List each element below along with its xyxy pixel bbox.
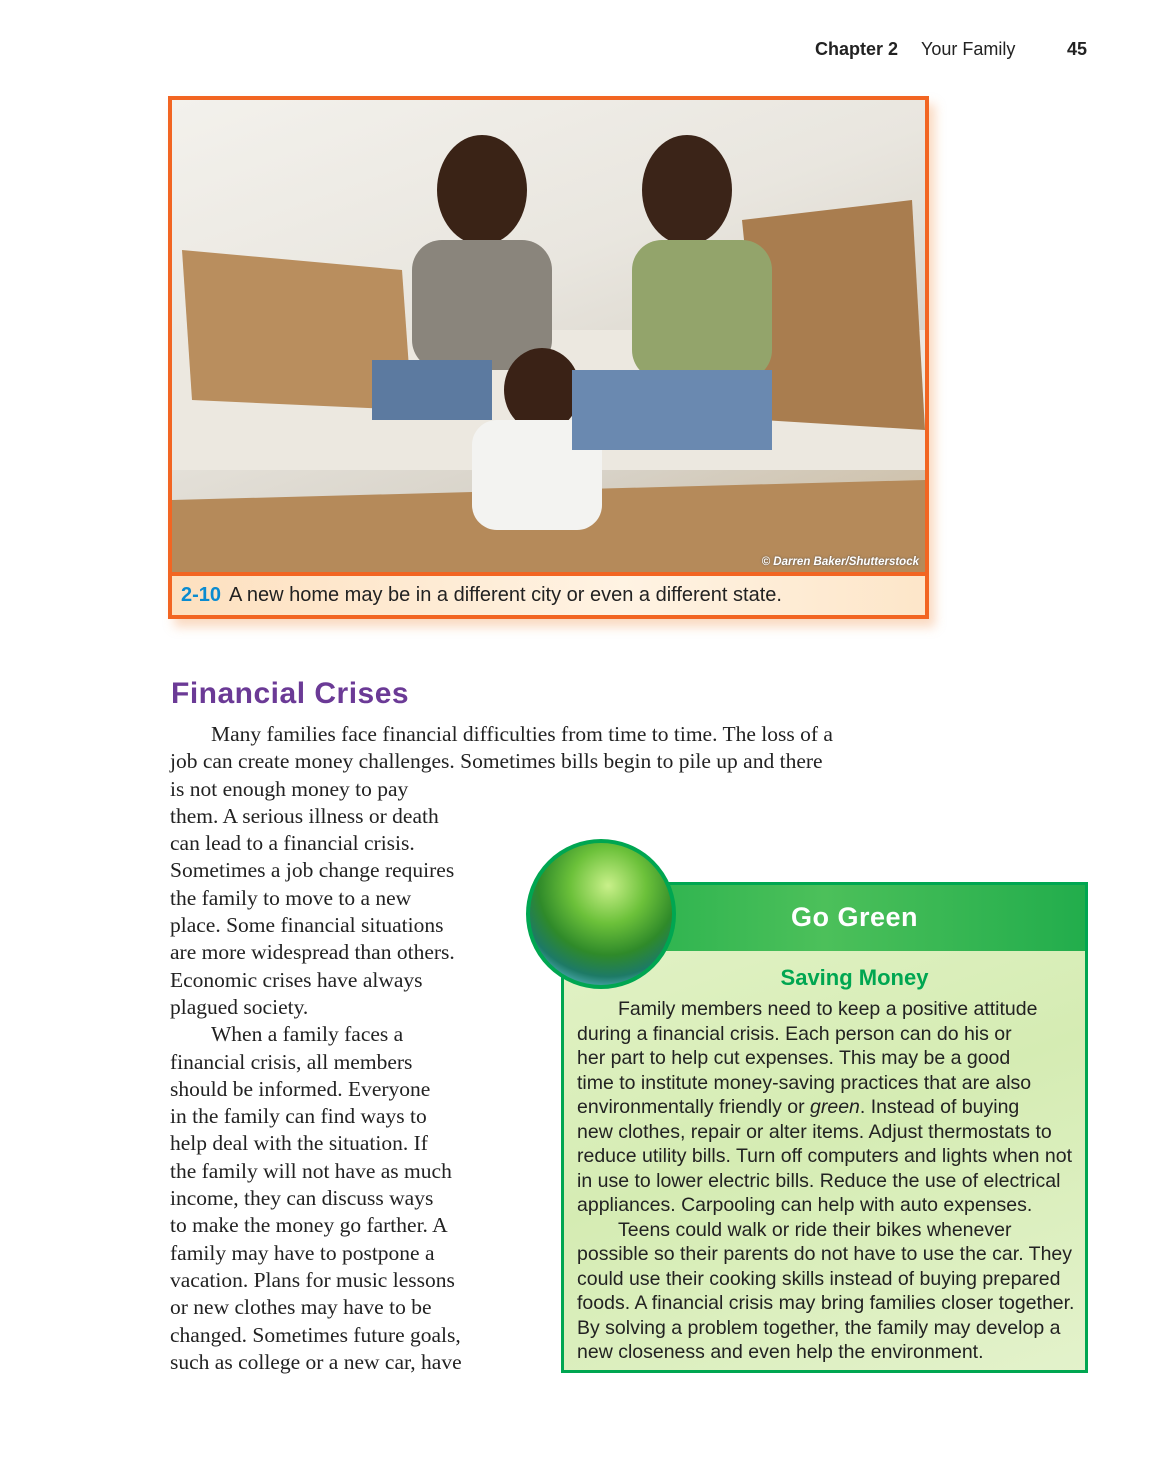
text-line: in the family can find ways to bbox=[170, 1104, 427, 1129]
text-line: could use their cooking skills instead of buying prepared bbox=[577, 1267, 1061, 1290]
caption-text: A new home may be in a different city or even a different state. bbox=[229, 584, 782, 606]
page-number: 45 bbox=[1067, 39, 1088, 59]
text-line: the family to move to a new bbox=[170, 885, 412, 910]
go-green-text bbox=[577, 997, 1074, 1365]
text-line: such as college or a new car, have bbox=[170, 1349, 462, 1374]
figure-2-10 bbox=[168, 96, 929, 619]
text-line: Sometimes a job change requires bbox=[170, 858, 455, 883]
text-line: help deal with the situation. If bbox=[170, 1131, 428, 1156]
go-green-subtitle: Saving Money bbox=[780, 965, 929, 990]
text-line: plagued society. bbox=[170, 994, 309, 1019]
text-line: financial crisis, all members bbox=[170, 1049, 413, 1074]
text-line: the family will not have as much bbox=[170, 1158, 452, 1183]
text-line: Teens could walk or ride their bikes whenever bbox=[618, 1218, 1012, 1241]
section-heading: Financial Crises bbox=[171, 677, 410, 710]
text-line: in use to lower electric bills. Reduce the use of electrical bbox=[577, 1169, 1061, 1192]
figure-number: 2-10 bbox=[181, 584, 222, 606]
text-line: time to institute money-saving practices that are also bbox=[577, 1071, 1032, 1094]
text-line: or new clothes may have to be bbox=[170, 1295, 432, 1320]
text-line: reduce utility bills. Turn off computers and lights when not bbox=[577, 1145, 1072, 1167]
photo-credit: © Darren Baker/Shutterstock bbox=[761, 556, 919, 568]
text-line: her part to help cut expenses. This may be a good bbox=[577, 1047, 1011, 1069]
text-line: them. A serious illness or death bbox=[170, 803, 439, 828]
text-segment: environmentally friendly or bbox=[577, 1096, 811, 1118]
text-line: new clothes, repair or alter items. Adjust thermostats to bbox=[577, 1120, 1052, 1143]
text-line: appliances. Carpooling can help with auto expenses. bbox=[577, 1194, 1033, 1216]
go-green-title: Go Green bbox=[790, 902, 919, 932]
text-line: to make the money go farther. A bbox=[170, 1213, 448, 1238]
chapter-label: Chapter 2 bbox=[815, 39, 899, 59]
text-line: can lead to a financial crisis. bbox=[170, 831, 415, 856]
text-line: during a financial crisis. Each person can do his or bbox=[577, 1022, 1012, 1045]
text-line: family may have to postpone a bbox=[170, 1240, 435, 1265]
text-line: possible so their parents do not have to use the car. They bbox=[577, 1243, 1073, 1265]
text-line: Many families face financial difficulties from time to time. The loss of a bbox=[211, 722, 833, 746]
text-line: is not enough money to pay bbox=[170, 776, 409, 801]
text-line: place. Some financial situations bbox=[170, 913, 444, 938]
chapter-title: Your Family bbox=[921, 39, 1016, 59]
text-line bbox=[577, 1095, 1074, 1120]
text-line: should be informed. Everyone bbox=[170, 1076, 431, 1101]
emphasis: green bbox=[810, 1096, 860, 1118]
text-line: By solving a problem together, the family may develop a bbox=[577, 1316, 1061, 1339]
figure-caption bbox=[172, 576, 925, 615]
water-droplet-leaf-image bbox=[526, 839, 676, 989]
text-line: changed. Sometimes future goals, bbox=[170, 1322, 461, 1347]
text-line: are more widespread than others. bbox=[170, 940, 455, 965]
text-line: job can create money challenges. Sometimes bills begin to pile up and there bbox=[170, 749, 823, 774]
family-unpacking-photo bbox=[172, 100, 925, 572]
text-line: Family members need to keep a positive attitude bbox=[618, 998, 1038, 1020]
text-line: vacation. Plans for music lessons bbox=[170, 1267, 455, 1292]
text-segment: . Instead of buying bbox=[859, 1096, 1020, 1118]
text-line: When a family faces a bbox=[211, 1022, 404, 1047]
text-line: Economic crises have always bbox=[170, 967, 423, 992]
text-line: foods. A financial crisis may bring families closer together. bbox=[577, 1292, 1075, 1314]
photo-illustration bbox=[172, 100, 925, 572]
text-line: income, they can discuss ways bbox=[170, 1186, 434, 1211]
text-line: new closeness and even help the environment. bbox=[577, 1341, 984, 1363]
